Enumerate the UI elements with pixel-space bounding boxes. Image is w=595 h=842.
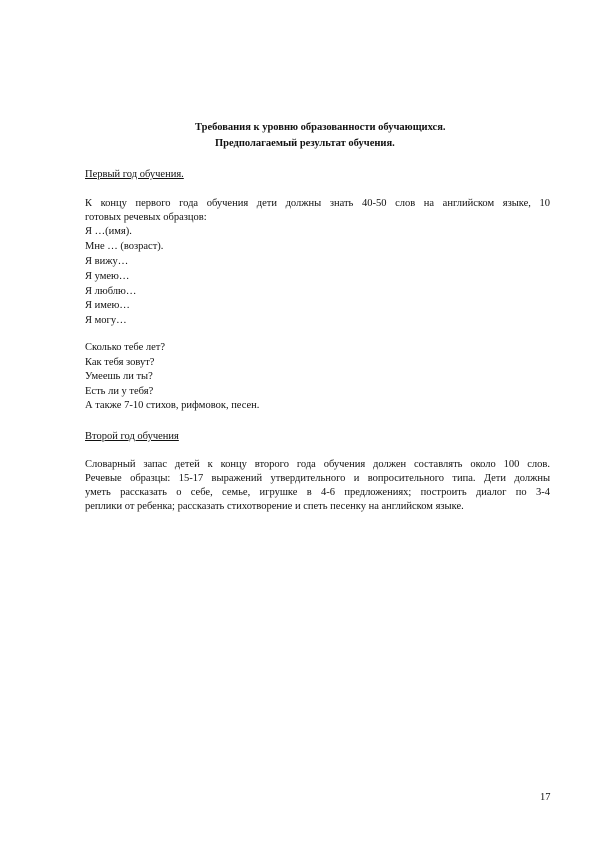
- list-item: Мне … (возраст).: [85, 241, 164, 252]
- section-heading-first-year: Первый год обучения.: [85, 169, 184, 180]
- paragraph-line: реплики от ребенка; рассказать стихотворение и спеть песенку на английском языке.: [85, 501, 464, 512]
- list-item: Я могу…: [85, 315, 127, 326]
- section-heading-second-year: Второй год обучения: [85, 431, 179, 442]
- document-subtitle: Предполагаемый результат обучения.: [215, 138, 395, 149]
- list-item: Я имею…: [85, 300, 130, 311]
- page-number: 17: [540, 792, 551, 803]
- list-item: Как тебя зовут?: [85, 357, 155, 368]
- paragraph-line: К концу первого года обучения дети должны знать 40-50 слов на английском языке, 10: [85, 198, 550, 209]
- list-item: Умеешь ли ты?: [85, 371, 153, 382]
- list-item: Я …(имя).: [85, 226, 132, 237]
- paragraph-line: Речевые образцы: 15-17 выражений утвердительного и вопросительного типа. Дети должны: [85, 473, 550, 484]
- list-item: Я вижу…: [85, 256, 129, 267]
- paragraph-line: готовых речевых образцов:: [85, 212, 207, 223]
- list-item: Сколько тебе лет?: [85, 342, 166, 353]
- list-item: Есть ли у тебя?: [85, 386, 154, 397]
- paragraph-line: Словарный запас детей к концу второго года обучения должен составлять около 100 слов.: [85, 459, 550, 470]
- paragraph-line: уметь рассказать о себе, семье, игрушке в 4-6 предложениях; построить диалог по 3-4: [85, 487, 550, 498]
- list-item: Я умею…: [85, 271, 130, 282]
- document-title: Требования к уровню образованности обучающихся.: [195, 122, 446, 133]
- list-item: Я люблю…: [85, 286, 137, 297]
- list-item: А также 7-10 стихов, рифмовок, песен.: [85, 400, 260, 411]
